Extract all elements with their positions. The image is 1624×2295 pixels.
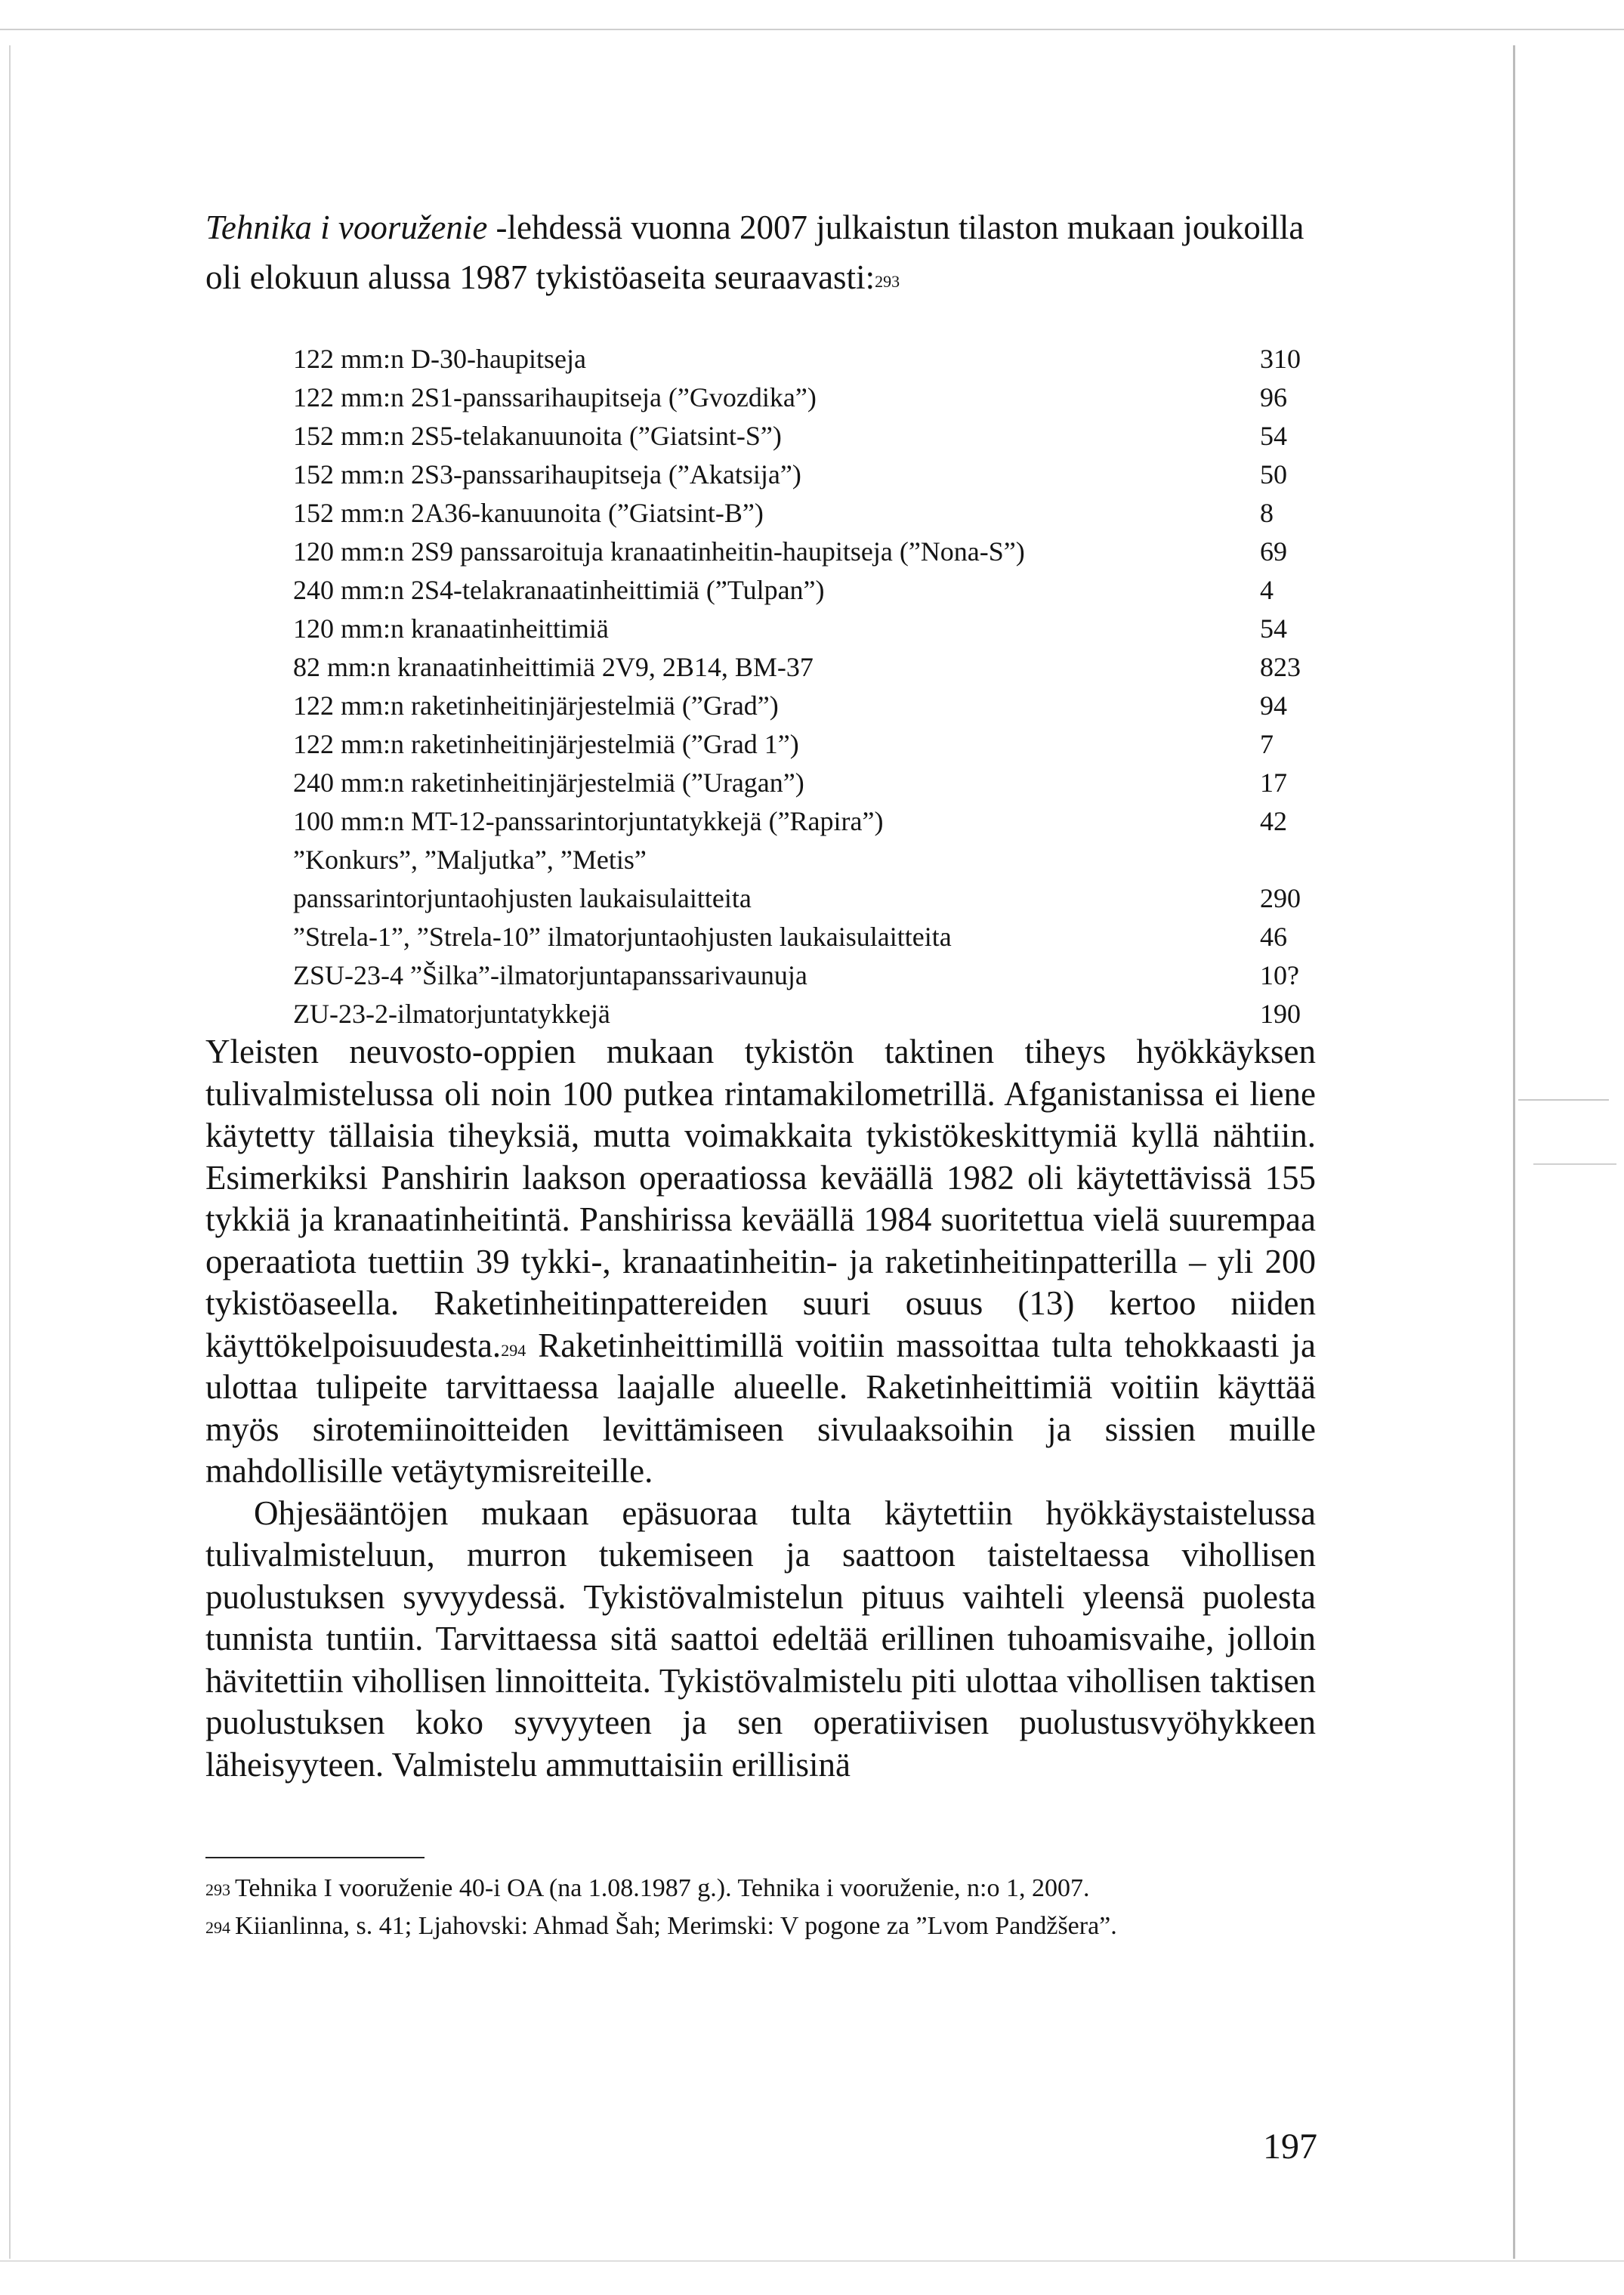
weapon-label: panssarintorjuntaohjusten laukaisulaitteita: [293, 883, 752, 913]
weapon-count: 69: [1260, 536, 1287, 567]
list-item: [293, 725, 1320, 764]
scan-edge-bottom: [0, 2260, 1624, 2262]
weapon-count: 190: [1260, 999, 1301, 1029]
weapon-count: 290: [1260, 883, 1301, 913]
weapon-label: ZU-23-2-ilmatorjuntatykkejä: [293, 999, 610, 1029]
weapon-label: 82 mm:n kranaatinheittimiä 2V9, 2B14, BM-37: [293, 652, 814, 682]
weapon-count: 54: [1260, 421, 1287, 451]
list-item: [293, 417, 1320, 456]
list-item: [293, 802, 1320, 841]
footnote-separator: [205, 1857, 425, 1858]
list-item: [293, 764, 1320, 802]
weapon-label: 100 mm:n MT-12-panssarintorjuntatykkejä (”Rapira”): [293, 806, 884, 836]
weapon-label: 152 mm:n 2A36-kanuunoita (”Giatsint-B”): [293, 498, 764, 528]
weapon-count: 54: [1260, 613, 1287, 644]
footnote-text: Kiianlinna, s. 41; Ljahovski: Ahmad Šah; Merimski: V pogone za ”Lvom Pandžšera”.: [235, 1912, 1117, 1940]
footnote-293: [205, 1870, 1316, 1907]
list-item: [293, 494, 1320, 533]
list-item: [293, 841, 1320, 879]
weapon-label: 120 mm:n kranaatinheittimiä: [293, 613, 609, 644]
weapon-count: 823: [1260, 652, 1301, 682]
body-text: [205, 1031, 1316, 1786]
footnote-ref-294: 294: [501, 1340, 526, 1360]
list-item: [293, 918, 1320, 956]
weapon-label: 122 mm:n raketinheitinjärjestelmiä (”Grad 1”): [293, 729, 799, 759]
weapon-label: 152 mm:n 2S3-panssarihaupitseja (”Akatsija”): [293, 459, 801, 490]
list-item: [293, 533, 1320, 571]
footnote-number: 294: [205, 1918, 230, 1937]
footnotes: [205, 1870, 1316, 1945]
list-item: [293, 340, 1320, 378]
list-item: [293, 648, 1320, 687]
paragraph-1: [205, 1031, 1316, 1493]
weapon-count: 310: [1260, 344, 1301, 374]
weapon-count: 17: [1260, 768, 1287, 798]
list-item: [293, 687, 1320, 725]
scan-mark: [1533, 1163, 1616, 1165]
weapon-label: ”Konkurs”, ”Maljutka”, ”Metis”: [293, 845, 647, 875]
weapon-label: 122 mm:n raketinheitinjärjestelmiä (”Grad”): [293, 690, 779, 721]
scan-edge-right: [1513, 45, 1515, 2259]
list-item: [293, 378, 1320, 417]
weapon-label: 122 mm:n 2S1-panssarihaupitseja (”Gvozdika”): [293, 382, 817, 412]
weapon-count: 50: [1260, 459, 1287, 490]
scan-edge-top: [0, 29, 1624, 30]
weapon-label: 240 mm:n raketinheitinjärjestelmiä (”Uragan”): [293, 768, 804, 798]
intro-text: -lehdessä vuonna 2007 julkaistun tilaston mukaan joukoilla oli elokuun alussa 1987 tykistöaseita seuraavasti:: [205, 208, 1304, 296]
intro-paragraph: [205, 202, 1316, 302]
weapon-count: 42: [1260, 806, 1287, 836]
list-item: [293, 995, 1320, 1033]
paragraph-1-part-b: Raketinheittimillä voitiin massoittaa tulta tehokkaasti ja ulottaa tulipeite tarvittaessa laajalle alueelle. Raketinheittimiä voitiin käyttää myös sirotemiinoitteiden levittämiseen sivulaaksoihin ja sissien muille mahdollisille vetäytymisreiteille.: [205, 1326, 1316, 1490]
page-number: 197: [1263, 2127, 1317, 2167]
weapon-count: 96: [1260, 382, 1287, 412]
weapon-label: ZSU-23-4 ”Šilka”-ilmatorjuntapanssarivaunuja: [293, 960, 807, 990]
paragraph-2: Ohjesääntöjen mukaan epäsuoraa tulta käytettiin hyökkäystaistelussa tulivalmisteluun, murron tukemiseen ja saattoon taisteltaessa vihollisen puolustuksen syvyydessä. Tykistövalmistelun pituus vaihteli yleensä puolesta tunnista tuntiin. Tarvittaessa sitä saattoi edeltää erillinen tuhoamisvaihe, jolloin hävitettiin vihollisen linnoitteita. Tykistövalmistelu piti ulottaa vihollisen taktisen puolustuksen koko syvyyteen ja sen operatiivisen puolustusvyöhykkeen läheisyyteen. Valmistelu ammuttaisiin erillisinä: [205, 1493, 1316, 1784]
weapon-count: 8: [1260, 498, 1274, 528]
weapon-count: 4: [1260, 575, 1274, 605]
journal-title: Tehnika i vooruženie: [205, 208, 488, 246]
weapon-label: 120 mm:n 2S9 panssaroituja kranaatinheitin-haupitseja (”Nona-S”): [293, 536, 1025, 567]
scan-edge-left: [9, 45, 11, 2259]
list-item: [293, 879, 1320, 918]
footnote-ref-293: 293: [875, 272, 900, 291]
weapon-count: 7: [1260, 729, 1274, 759]
list-item: [293, 571, 1320, 610]
weapon-count: 10?: [1260, 960, 1299, 990]
weapon-label: 240 mm:n 2S4-telakranaatinheittimiä (”Tulpan”): [293, 575, 825, 605]
scan-mark: [1518, 1099, 1609, 1101]
footnote-text: Tehnika I vooruženie 40-i OA (na 1.08.1987 g.). Tehnika i vooruženie, n:o 1, 2007.: [235, 1874, 1090, 1902]
footnote-number: 293: [205, 1880, 230, 1899]
list-item: [293, 610, 1320, 648]
weapon-list: [293, 340, 1320, 1033]
weapon-count: 46: [1260, 922, 1287, 952]
weapon-count: [1260, 841, 1320, 879]
list-item: [293, 956, 1320, 995]
list-item: [293, 456, 1320, 494]
weapon-label: 152 mm:n 2S5-telakanuunoita (”Giatsint-S”): [293, 421, 782, 451]
weapon-label: ”Strela-1”, ”Strela-10” ilmatorjuntaohjusten laukaisulaitteita: [293, 922, 952, 952]
weapon-count: 94: [1260, 690, 1287, 721]
weapon-label: 122 mm:n D-30-haupitseja: [293, 344, 586, 374]
footnote-294: [205, 1907, 1316, 1945]
paragraph-1-part-a: Yleisten neuvosto-oppien mukaan tykistön taktinen tiheys hyökkäyksen tulivalmistelussa oli noin 100 putkea rintamakilometrillä. Afganistanissa ei liene käytetty tällaisia tiheyksiä, mutta voimakkaita tykistökeskittymiä kyllä nähtiin. Esimerkiksi Panshirin laakson operaatiossa keväällä 1982 oli käytettävissä 155 tykkiä ja kranaatinheitintä. Panshirissa keväällä 1984 suoritettua vielä suurempaa operaatiota tuettiin 39 tykki-, kranaatinheitin- ja raketinheitinpatterilla – yli 200 tykistöaseella. Raketinheitinpattereiden suuri osuus (13) kertoo niiden käyttökelpoisuudesta.: [205, 1033, 1316, 1364]
